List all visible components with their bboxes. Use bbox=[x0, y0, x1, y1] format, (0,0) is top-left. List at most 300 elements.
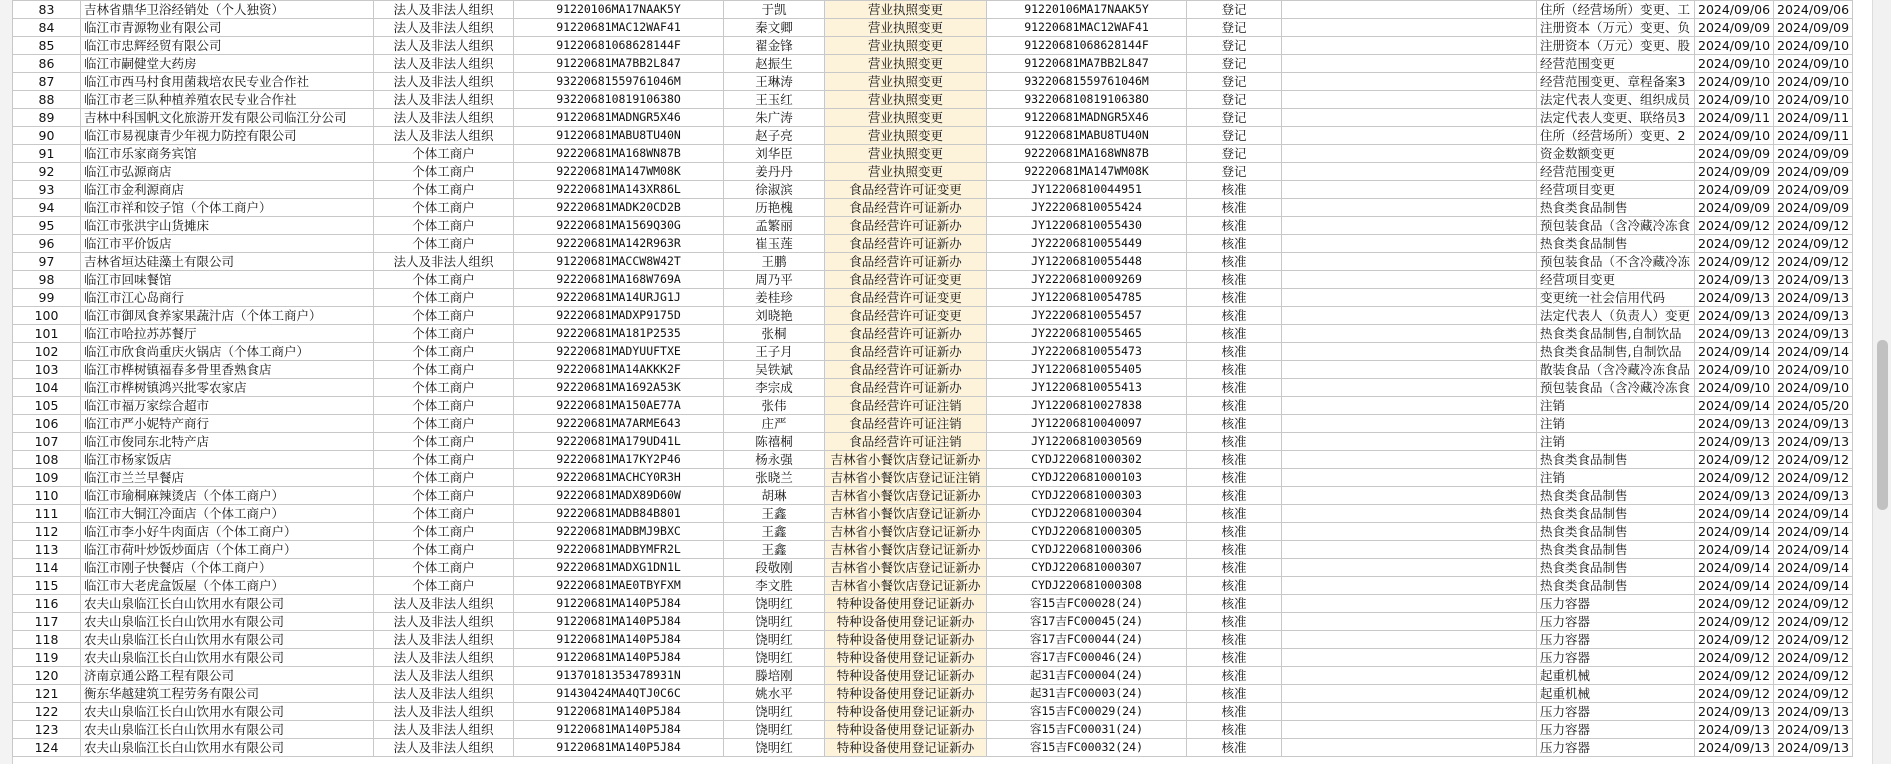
cell-apply-date[interactable]: 2024/09/10 bbox=[1695, 37, 1774, 55]
cell-entity-name[interactable]: 临江市桦树镇鸿兴批零农家店 bbox=[81, 379, 374, 397]
cell-credit-code[interactable]: 92220681MA14URJG1J bbox=[514, 289, 724, 307]
cell-entity-name[interactable]: 农夫山泉临江长白山饮用水有限公司 bbox=[81, 595, 374, 613]
cell-credit-code[interactable]: 91220681MA7BB2L847 bbox=[514, 55, 724, 73]
cell-entity-name[interactable]: 临江市老三队种植养殖农民专业合作社 bbox=[81, 91, 374, 109]
cell-entity-type[interactable]: 法人及非法人组织 bbox=[374, 703, 514, 721]
cell-credit-code[interactable]: 91220681MA140P5J84 bbox=[514, 739, 724, 757]
cell-license-number[interactable]: CYDJ220681000306 bbox=[987, 541, 1187, 559]
cell-change-content[interactable]: 住所（经营场所）变更、工 bbox=[1537, 1, 1695, 19]
cell-item-type[interactable]: 食品经营许可证注销 bbox=[825, 397, 987, 415]
cell-approve-date[interactable]: 2024/09/13 bbox=[1774, 415, 1853, 433]
cell-apply-date[interactable]: 2024/09/12 bbox=[1695, 217, 1774, 235]
cell-credit-code[interactable]: 93220681559761046M bbox=[514, 73, 724, 91]
table-row[interactable] bbox=[13, 343, 1853, 361]
table-row[interactable] bbox=[13, 631, 1853, 649]
table-row[interactable] bbox=[13, 109, 1853, 127]
cell-item-type[interactable]: 营业执照变更 bbox=[825, 55, 987, 73]
cell-change-content[interactable]: 注销 bbox=[1537, 433, 1695, 451]
cell-apply-date[interactable]: 2024/09/12 bbox=[1695, 595, 1774, 613]
cell-representative[interactable]: 杨永强 bbox=[724, 451, 825, 469]
cell-license-number[interactable]: CYDJ220681000307 bbox=[987, 559, 1187, 577]
cell-status[interactable]: 核准 bbox=[1187, 721, 1282, 739]
cell-license-number[interactable]: JY12206810040097 bbox=[987, 415, 1187, 433]
cell-entity-name[interactable]: 衡东华越建筑工程劳务有限公司 bbox=[81, 685, 374, 703]
cell-item-type[interactable]: 吉林省小餐饮店登记证新办 bbox=[825, 451, 987, 469]
cell-blank-col[interactable] bbox=[1282, 343, 1537, 361]
cell-item-type[interactable]: 食品经营许可证新办 bbox=[825, 325, 987, 343]
cell-entity-name[interactable]: 临江市弘源商店 bbox=[81, 163, 374, 181]
cell-item-type[interactable]: 食品经营许可证变更 bbox=[825, 289, 987, 307]
cell-license-number[interactable]: CYDJ220681000304 bbox=[987, 505, 1187, 523]
cell-change-content[interactable]: 压力容器 bbox=[1537, 613, 1695, 631]
cell-row-number[interactable]: 107 bbox=[13, 433, 81, 451]
cell-entity-type[interactable]: 个体工商户 bbox=[374, 487, 514, 505]
cell-entity-name[interactable]: 农夫山泉临江长白山饮用水有限公司 bbox=[81, 649, 374, 667]
cell-status[interactable]: 核准 bbox=[1187, 181, 1282, 199]
cell-credit-code[interactable]: 92220681MADX89D60W bbox=[514, 487, 724, 505]
cell-row-number[interactable]: 86 bbox=[13, 55, 81, 73]
table-row[interactable] bbox=[13, 397, 1853, 415]
cell-change-content[interactable]: 注册资本（万元）变更、股 bbox=[1537, 37, 1695, 55]
cell-license-number[interactable]: CYDJ220681000305 bbox=[987, 523, 1187, 541]
cell-status[interactable]: 核准 bbox=[1187, 271, 1282, 289]
cell-item-type[interactable]: 食品经营许可证新办 bbox=[825, 217, 987, 235]
table-row[interactable] bbox=[13, 595, 1853, 613]
cell-license-number[interactable]: 容17吉FC00045(24) bbox=[987, 613, 1187, 631]
table-row[interactable] bbox=[13, 253, 1853, 271]
cell-status[interactable]: 登记 bbox=[1187, 1, 1282, 19]
cell-blank-col[interactable] bbox=[1282, 145, 1537, 163]
cell-entity-name[interactable]: 临江市欣食尚重庆火锅店（个体工商户） bbox=[81, 343, 374, 361]
cell-apply-date[interactable]: 2024/09/14 bbox=[1695, 577, 1774, 595]
cell-apply-date[interactable]: 2024/09/14 bbox=[1695, 343, 1774, 361]
table-row[interactable] bbox=[13, 523, 1853, 541]
cell-status[interactable]: 核准 bbox=[1187, 487, 1282, 505]
cell-change-content[interactable]: 法定代表人变更、组织成员 bbox=[1537, 91, 1695, 109]
cell-license-number[interactable]: JY22206810055473 bbox=[987, 343, 1187, 361]
cell-representative[interactable]: 赵子亮 bbox=[724, 127, 825, 145]
cell-row-number[interactable]: 95 bbox=[13, 217, 81, 235]
cell-representative[interactable]: 王玉红 bbox=[724, 91, 825, 109]
cell-status[interactable]: 核准 bbox=[1187, 343, 1282, 361]
cell-representative[interactable]: 段敬刚 bbox=[724, 559, 825, 577]
cell-entity-name[interactable]: 临江市桦树镇福春多骨里香熟食店 bbox=[81, 361, 374, 379]
cell-row-number[interactable]: 112 bbox=[13, 523, 81, 541]
cell-license-number[interactable]: 91220681MADNGR5X46 bbox=[987, 109, 1187, 127]
cell-credit-code[interactable]: 92220681MA7ARME643 bbox=[514, 415, 724, 433]
table-row[interactable] bbox=[13, 559, 1853, 577]
cell-change-content[interactable]: 散装食品（含冷藏冷冻食品 bbox=[1537, 361, 1695, 379]
cell-status[interactable]: 登记 bbox=[1187, 19, 1282, 37]
cell-apply-date[interactable]: 2024/09/10 bbox=[1695, 55, 1774, 73]
cell-representative[interactable]: 周乃平 bbox=[724, 271, 825, 289]
cell-item-type[interactable]: 特种设备使用登记证新办 bbox=[825, 649, 987, 667]
cell-approve-date[interactable]: 2024/09/13 bbox=[1774, 289, 1853, 307]
cell-item-type[interactable]: 营业执照变更 bbox=[825, 73, 987, 91]
cell-credit-code[interactable]: 92220681MADBYMFR2L bbox=[514, 541, 724, 559]
cell-item-type[interactable]: 特种设备使用登记证新办 bbox=[825, 613, 987, 631]
cell-item-type[interactable]: 特种设备使用登记证新办 bbox=[825, 595, 987, 613]
cell-representative[interactable]: 翟金锋 bbox=[724, 37, 825, 55]
cell-entity-name[interactable]: 吉林中科国帆文化旅游开发有限公司临江分公司 bbox=[81, 109, 374, 127]
cell-entity-type[interactable]: 个体工商户 bbox=[374, 181, 514, 199]
cell-item-type[interactable]: 食品经营许可证变更 bbox=[825, 271, 987, 289]
cell-approve-date[interactable]: 2024/09/11 bbox=[1774, 109, 1853, 127]
cell-blank-col[interactable] bbox=[1282, 559, 1537, 577]
cell-credit-code[interactable]: 92220681MA143XR86L bbox=[514, 181, 724, 199]
cell-apply-date[interactable]: 2024/09/12 bbox=[1695, 253, 1774, 271]
cell-entity-name[interactable]: 临江市御凤食养家果蔬汁店（个体工商户） bbox=[81, 307, 374, 325]
cell-license-number[interactable]: 91220681MABU8TU40N bbox=[987, 127, 1187, 145]
cell-entity-type[interactable]: 法人及非法人组织 bbox=[374, 685, 514, 703]
cell-row-number[interactable]: 122 bbox=[13, 703, 81, 721]
cell-row-number[interactable]: 123 bbox=[13, 721, 81, 739]
cell-representative[interactable]: 崔玉莲 bbox=[724, 235, 825, 253]
cell-representative[interactable]: 饶明红 bbox=[724, 739, 825, 757]
cell-entity-name[interactable]: 临江市兰兰早餐店 bbox=[81, 469, 374, 487]
cell-blank-col[interactable] bbox=[1282, 307, 1537, 325]
table-row[interactable] bbox=[13, 541, 1853, 559]
cell-row-number[interactable]: 116 bbox=[13, 595, 81, 613]
cell-row-number[interactable]: 98 bbox=[13, 271, 81, 289]
cell-representative[interactable]: 于凯 bbox=[724, 1, 825, 19]
cell-approve-date[interactable]: 2024/09/10 bbox=[1774, 361, 1853, 379]
cell-license-number[interactable]: 容15吉FC00032(24) bbox=[987, 739, 1187, 757]
cell-approve-date[interactable]: 2024/09/13 bbox=[1774, 721, 1853, 739]
cell-entity-name[interactable]: 临江市嗣健堂大药房 bbox=[81, 55, 374, 73]
table-row[interactable] bbox=[13, 181, 1853, 199]
cell-approve-date[interactable]: 2024/09/14 bbox=[1774, 577, 1853, 595]
cell-row-number[interactable]: 90 bbox=[13, 127, 81, 145]
table-row[interactable] bbox=[13, 415, 1853, 433]
cell-item-type[interactable]: 特种设备使用登记证新办 bbox=[825, 721, 987, 739]
cell-apply-date[interactable]: 2024/09/12 bbox=[1695, 613, 1774, 631]
cell-blank-col[interactable] bbox=[1282, 487, 1537, 505]
cell-credit-code[interactable]: 92220681MA168WN87B bbox=[514, 145, 724, 163]
cell-item-type[interactable]: 食品经营许可证新办 bbox=[825, 343, 987, 361]
cell-status[interactable]: 核准 bbox=[1187, 253, 1282, 271]
cell-entity-name[interactable]: 临江市江心岛商行 bbox=[81, 289, 374, 307]
cell-blank-col[interactable] bbox=[1282, 433, 1537, 451]
scrollbar-thumb[interactable] bbox=[1877, 340, 1888, 510]
cell-approve-date[interactable]: 2024/09/14 bbox=[1774, 505, 1853, 523]
cell-entity-type[interactable]: 个体工商户 bbox=[374, 325, 514, 343]
cell-status[interactable]: 核准 bbox=[1187, 361, 1282, 379]
cell-item-type[interactable]: 吉林省小餐饮店登记证新办 bbox=[825, 559, 987, 577]
cell-entity-type[interactable]: 法人及非法人组织 bbox=[374, 37, 514, 55]
cell-apply-date[interactable]: 2024/09/12 bbox=[1695, 685, 1774, 703]
cell-row-number[interactable]: 111 bbox=[13, 505, 81, 523]
cell-status[interactable]: 核准 bbox=[1187, 667, 1282, 685]
cell-representative[interactable]: 王鹏 bbox=[724, 253, 825, 271]
cell-license-number[interactable]: CYDJ220681000103 bbox=[987, 469, 1187, 487]
cell-blank-col[interactable] bbox=[1282, 361, 1537, 379]
table-row[interactable] bbox=[13, 271, 1853, 289]
cell-entity-type[interactable]: 个体工商户 bbox=[374, 379, 514, 397]
cell-entity-type[interactable]: 法人及非法人组织 bbox=[374, 721, 514, 739]
cell-approve-date[interactable]: 2024/09/12 bbox=[1774, 631, 1853, 649]
cell-license-number[interactable]: 93220681559761046M bbox=[987, 73, 1187, 91]
cell-change-content[interactable]: 热食类食品制售 bbox=[1537, 199, 1695, 217]
cell-change-content[interactable]: 起重机械 bbox=[1537, 667, 1695, 685]
cell-change-content[interactable]: 预包装食品（含冷藏冷冻食 bbox=[1537, 217, 1695, 235]
cell-row-number[interactable]: 102 bbox=[13, 343, 81, 361]
cell-license-number[interactable]: JY12206810055430 bbox=[987, 217, 1187, 235]
cell-representative[interactable]: 王鑫 bbox=[724, 505, 825, 523]
cell-change-content[interactable]: 住所（经营场所）变更、2 bbox=[1537, 127, 1695, 145]
cell-change-content[interactable]: 法定代表人变更、联络员3 bbox=[1537, 109, 1695, 127]
cell-blank-col[interactable] bbox=[1282, 235, 1537, 253]
cell-entity-name[interactable]: 临江市张洪宇山货摊床 bbox=[81, 217, 374, 235]
cell-credit-code[interactable]: 92220681MAE0TBYFXM bbox=[514, 577, 724, 595]
cell-item-type[interactable]: 吉林省小餐饮店登记证新办 bbox=[825, 505, 987, 523]
cell-item-type[interactable]: 营业执照变更 bbox=[825, 109, 987, 127]
cell-approve-date[interactable]: 2024/09/14 bbox=[1774, 343, 1853, 361]
cell-item-type[interactable]: 营业执照变更 bbox=[825, 127, 987, 145]
cell-apply-date[interactable]: 2024/09/09 bbox=[1695, 19, 1774, 37]
cell-item-type[interactable]: 食品经营许可证注销 bbox=[825, 433, 987, 451]
cell-approve-date[interactable]: 2024/09/12 bbox=[1774, 217, 1853, 235]
cell-item-type[interactable]: 营业执照变更 bbox=[825, 19, 987, 37]
cell-entity-type[interactable]: 个体工商户 bbox=[374, 235, 514, 253]
cell-entity-type[interactable]: 个体工商户 bbox=[374, 145, 514, 163]
cell-item-type[interactable]: 特种设备使用登记证新办 bbox=[825, 703, 987, 721]
cell-blank-col[interactable] bbox=[1282, 127, 1537, 145]
cell-item-type[interactable]: 营业执照变更 bbox=[825, 91, 987, 109]
cell-approve-date[interactable]: 2024/09/10 bbox=[1774, 73, 1853, 91]
cell-blank-col[interactable] bbox=[1282, 739, 1537, 757]
cell-representative[interactable]: 刘晓艳 bbox=[724, 307, 825, 325]
cell-item-type[interactable]: 营业执照变更 bbox=[825, 37, 987, 55]
cell-status[interactable]: 核准 bbox=[1187, 631, 1282, 649]
cell-row-number[interactable]: 84 bbox=[13, 19, 81, 37]
cell-entity-type[interactable]: 法人及非法人组织 bbox=[374, 109, 514, 127]
cell-change-content[interactable]: 经营项目变更 bbox=[1537, 181, 1695, 199]
cell-credit-code[interactable]: 91220681MAC12WAF41 bbox=[514, 19, 724, 37]
table-row[interactable] bbox=[13, 1, 1853, 19]
cell-row-number[interactable]: 88 bbox=[13, 91, 81, 109]
cell-entity-name[interactable]: 临江市平价饭店 bbox=[81, 235, 374, 253]
cell-credit-code[interactable]: 92220681MADXG1DN1L bbox=[514, 559, 724, 577]
cell-change-content[interactable]: 经营项目变更 bbox=[1537, 271, 1695, 289]
cell-entity-name[interactable]: 临江市金利源商店 bbox=[81, 181, 374, 199]
cell-entity-type[interactable]: 个体工商户 bbox=[374, 289, 514, 307]
cell-entity-name[interactable]: 吉林省垣达硅藻土有限公司 bbox=[81, 253, 374, 271]
cell-entity-name[interactable]: 临江市忠辉经贸有限公司 bbox=[81, 37, 374, 55]
cell-apply-date[interactable]: 2024/09/14 bbox=[1695, 397, 1774, 415]
cell-blank-col[interactable] bbox=[1282, 55, 1537, 73]
cell-change-content[interactable]: 热食类食品制售 bbox=[1537, 559, 1695, 577]
cell-approve-date[interactable]: 2024/09/10 bbox=[1774, 55, 1853, 73]
cell-status[interactable]: 核准 bbox=[1187, 433, 1282, 451]
table-row[interactable] bbox=[13, 37, 1853, 55]
cell-representative[interactable]: 王鑫 bbox=[724, 541, 825, 559]
cell-approve-date[interactable]: 2024/09/10 bbox=[1774, 91, 1853, 109]
cell-representative[interactable]: 姜桂珍 bbox=[724, 289, 825, 307]
cell-item-type[interactable]: 特种设备使用登记证新办 bbox=[825, 685, 987, 703]
cell-blank-col[interactable] bbox=[1282, 451, 1537, 469]
cell-representative[interactable]: 李宗成 bbox=[724, 379, 825, 397]
cell-row-number[interactable]: 96 bbox=[13, 235, 81, 253]
cell-status[interactable]: 核准 bbox=[1187, 577, 1282, 595]
table-row[interactable] bbox=[13, 739, 1853, 757]
cell-entity-type[interactable]: 法人及非法人组织 bbox=[374, 631, 514, 649]
cell-entity-name[interactable]: 临江市大老虎盒饭屋（个体工商户） bbox=[81, 577, 374, 595]
cell-approve-date[interactable]: 2024/09/09 bbox=[1774, 181, 1853, 199]
cell-entity-type[interactable]: 个体工商户 bbox=[374, 217, 514, 235]
cell-apply-date[interactable]: 2024/09/13 bbox=[1695, 271, 1774, 289]
cell-change-content[interactable]: 变更统一社会信用代码 bbox=[1537, 289, 1695, 307]
cell-approve-date[interactable]: 2024/09/13 bbox=[1774, 325, 1853, 343]
cell-credit-code[interactable]: 92220681MADK20CD2B bbox=[514, 199, 724, 217]
cell-entity-name[interactable]: 临江市大铜江冷面店（个体工商户） bbox=[81, 505, 374, 523]
cell-license-number[interactable]: JY12206810027838 bbox=[987, 397, 1187, 415]
cell-entity-type[interactable]: 法人及非法人组织 bbox=[374, 739, 514, 757]
cell-blank-col[interactable] bbox=[1282, 595, 1537, 613]
cell-status[interactable]: 登记 bbox=[1187, 109, 1282, 127]
cell-representative[interactable]: 滕培刚 bbox=[724, 667, 825, 685]
cell-blank-col[interactable] bbox=[1282, 253, 1537, 271]
cell-blank-col[interactable] bbox=[1282, 505, 1537, 523]
cell-blank-col[interactable] bbox=[1282, 469, 1537, 487]
cell-apply-date[interactable]: 2024/09/11 bbox=[1695, 109, 1774, 127]
cell-change-content[interactable]: 热食类食品制售 bbox=[1537, 523, 1695, 541]
cell-representative[interactable]: 王琳涛 bbox=[724, 73, 825, 91]
cell-row-number[interactable]: 121 bbox=[13, 685, 81, 703]
cell-change-content[interactable]: 热食类食品制售 bbox=[1537, 451, 1695, 469]
cell-representative[interactable]: 饶明红 bbox=[724, 703, 825, 721]
cell-entity-type[interactable]: 个体工商户 bbox=[374, 163, 514, 181]
cell-approve-date[interactable]: 2024/09/10 bbox=[1774, 37, 1853, 55]
cell-license-number[interactable]: 容15吉FC00031(24) bbox=[987, 721, 1187, 739]
cell-change-content[interactable]: 经营范围变更 bbox=[1537, 55, 1695, 73]
cell-entity-type[interactable]: 个体工商户 bbox=[374, 397, 514, 415]
cell-change-content[interactable]: 注册资本（万元）变更、负 bbox=[1537, 19, 1695, 37]
cell-status[interactable]: 核准 bbox=[1187, 307, 1282, 325]
cell-blank-col[interactable] bbox=[1282, 577, 1537, 595]
cell-approve-date[interactable]: 2024/09/13 bbox=[1774, 271, 1853, 289]
cell-entity-type[interactable]: 个体工商户 bbox=[374, 469, 514, 487]
cell-entity-name[interactable]: 临江市乐家商务宾馆 bbox=[81, 145, 374, 163]
table-row[interactable] bbox=[13, 235, 1853, 253]
cell-blank-col[interactable] bbox=[1282, 667, 1537, 685]
cell-approve-date[interactable]: 2024/09/12 bbox=[1774, 235, 1853, 253]
cell-apply-date[interactable]: 2024/09/09 bbox=[1695, 163, 1774, 181]
cell-license-number[interactable]: JY12206810055448 bbox=[987, 253, 1187, 271]
cell-apply-date[interactable]: 2024/09/13 bbox=[1695, 433, 1774, 451]
cell-row-number[interactable]: 99 bbox=[13, 289, 81, 307]
cell-row-number[interactable]: 104 bbox=[13, 379, 81, 397]
cell-blank-col[interactable] bbox=[1282, 613, 1537, 631]
cell-entity-type[interactable]: 法人及非法人组织 bbox=[374, 649, 514, 667]
table-row[interactable] bbox=[13, 289, 1853, 307]
vertical-scrollbar[interactable] bbox=[1872, 0, 1891, 764]
cell-entity-type[interactable]: 法人及非法人组织 bbox=[374, 73, 514, 91]
cell-blank-col[interactable] bbox=[1282, 631, 1537, 649]
table-row[interactable] bbox=[13, 487, 1853, 505]
table-row[interactable] bbox=[13, 469, 1853, 487]
table-row[interactable] bbox=[13, 199, 1853, 217]
cell-entity-name[interactable]: 济南京通公路工程有限公司 bbox=[81, 667, 374, 685]
cell-representative[interactable]: 吴铁斌 bbox=[724, 361, 825, 379]
cell-approve-date[interactable]: 2024/09/06 bbox=[1774, 1, 1853, 19]
cell-apply-date[interactable]: 2024/09/12 bbox=[1695, 649, 1774, 667]
cell-status[interactable]: 核准 bbox=[1187, 469, 1282, 487]
table-row[interactable] bbox=[13, 433, 1853, 451]
cell-approve-date[interactable]: 2024/09/13 bbox=[1774, 703, 1853, 721]
cell-item-type[interactable]: 吉林省小餐饮店登记证新办 bbox=[825, 523, 987, 541]
cell-status[interactable]: 核准 bbox=[1187, 199, 1282, 217]
cell-license-number[interactable]: 91220681068628144F bbox=[987, 37, 1187, 55]
cell-approve-date[interactable]: 2024/09/14 bbox=[1774, 559, 1853, 577]
cell-apply-date[interactable]: 2024/09/12 bbox=[1695, 235, 1774, 253]
cell-change-content[interactable]: 热食类食品制售 bbox=[1537, 487, 1695, 505]
cell-representative[interactable]: 朱广涛 bbox=[724, 109, 825, 127]
cell-credit-code[interactable]: 91220681068628144F bbox=[514, 37, 724, 55]
cell-approve-date[interactable]: 2024/09/14 bbox=[1774, 523, 1853, 541]
cell-entity-type[interactable]: 法人及非法人组织 bbox=[374, 91, 514, 109]
cell-item-type[interactable]: 吉林省小餐饮店登记证新办 bbox=[825, 541, 987, 559]
cell-blank-col[interactable] bbox=[1282, 703, 1537, 721]
cell-entity-type[interactable]: 个体工商户 bbox=[374, 415, 514, 433]
cell-credit-code[interactable]: 92220681MA142R963R bbox=[514, 235, 724, 253]
cell-approve-date[interactable]: 2024/09/09 bbox=[1774, 199, 1853, 217]
cell-apply-date[interactable]: 2024/09/10 bbox=[1695, 91, 1774, 109]
cell-item-type[interactable]: 吉林省小餐饮店登记证新办 bbox=[825, 577, 987, 595]
cell-blank-col[interactable] bbox=[1282, 289, 1537, 307]
cell-representative[interactable]: 王鑫 bbox=[724, 523, 825, 541]
cell-representative[interactable]: 胡琳 bbox=[724, 487, 825, 505]
cell-change-content[interactable]: 预包装食品（含冷藏冷冻食 bbox=[1537, 379, 1695, 397]
cell-approve-date[interactable]: 2024/09/12 bbox=[1774, 451, 1853, 469]
cell-license-number[interactable]: 容15吉FC00029(24) bbox=[987, 703, 1187, 721]
cell-credit-code[interactable]: 92220681MA1569Q30G bbox=[514, 217, 724, 235]
cell-credit-code[interactable]: 91370181353478931N bbox=[514, 667, 724, 685]
cell-row-number[interactable]: 91 bbox=[13, 145, 81, 163]
cell-license-number[interactable]: JY22206810055449 bbox=[987, 235, 1187, 253]
cell-entity-name[interactable]: 临江市青源物业有限公司 bbox=[81, 19, 374, 37]
cell-row-number[interactable]: 93 bbox=[13, 181, 81, 199]
cell-entity-type[interactable]: 个体工商户 bbox=[374, 577, 514, 595]
cell-row-number[interactable]: 106 bbox=[13, 415, 81, 433]
cell-item-type[interactable]: 食品经营许可证变更 bbox=[825, 181, 987, 199]
cell-blank-col[interactable] bbox=[1282, 721, 1537, 739]
table-row[interactable] bbox=[13, 307, 1853, 325]
cell-blank-col[interactable] bbox=[1282, 541, 1537, 559]
cell-entity-name[interactable]: 临江市杨家饭店 bbox=[81, 451, 374, 469]
cell-item-type[interactable]: 营业执照变更 bbox=[825, 163, 987, 181]
cell-row-number[interactable]: 85 bbox=[13, 37, 81, 55]
cell-credit-code[interactable]: 92220681MA150AE77A bbox=[514, 397, 724, 415]
cell-blank-col[interactable] bbox=[1282, 181, 1537, 199]
table-row[interactable] bbox=[13, 55, 1853, 73]
cell-approve-date[interactable]: 2024/09/13 bbox=[1774, 307, 1853, 325]
cell-entity-name[interactable]: 临江市哈拉苏苏餐厅 bbox=[81, 325, 374, 343]
cell-entity-type[interactable]: 个体工商户 bbox=[374, 343, 514, 361]
cell-item-type[interactable]: 特种设备使用登记证新办 bbox=[825, 739, 987, 757]
cell-entity-name[interactable]: 临江市俊同东北特产店 bbox=[81, 433, 374, 451]
cell-blank-col[interactable] bbox=[1282, 397, 1537, 415]
cell-entity-type[interactable]: 个体工商户 bbox=[374, 199, 514, 217]
cell-row-number[interactable]: 119 bbox=[13, 649, 81, 667]
cell-change-content[interactable]: 经营范围变更 bbox=[1537, 163, 1695, 181]
cell-status[interactable]: 核准 bbox=[1187, 703, 1282, 721]
cell-approve-date[interactable]: 2024/09/10 bbox=[1774, 379, 1853, 397]
cell-entity-name[interactable]: 临江市易视康青少年视力防控有限公司 bbox=[81, 127, 374, 145]
cell-apply-date[interactable]: 2024/09/10 bbox=[1695, 361, 1774, 379]
cell-license-number[interactable]: JY12206810054785 bbox=[987, 289, 1187, 307]
cell-representative[interactable]: 姜丹丹 bbox=[724, 163, 825, 181]
